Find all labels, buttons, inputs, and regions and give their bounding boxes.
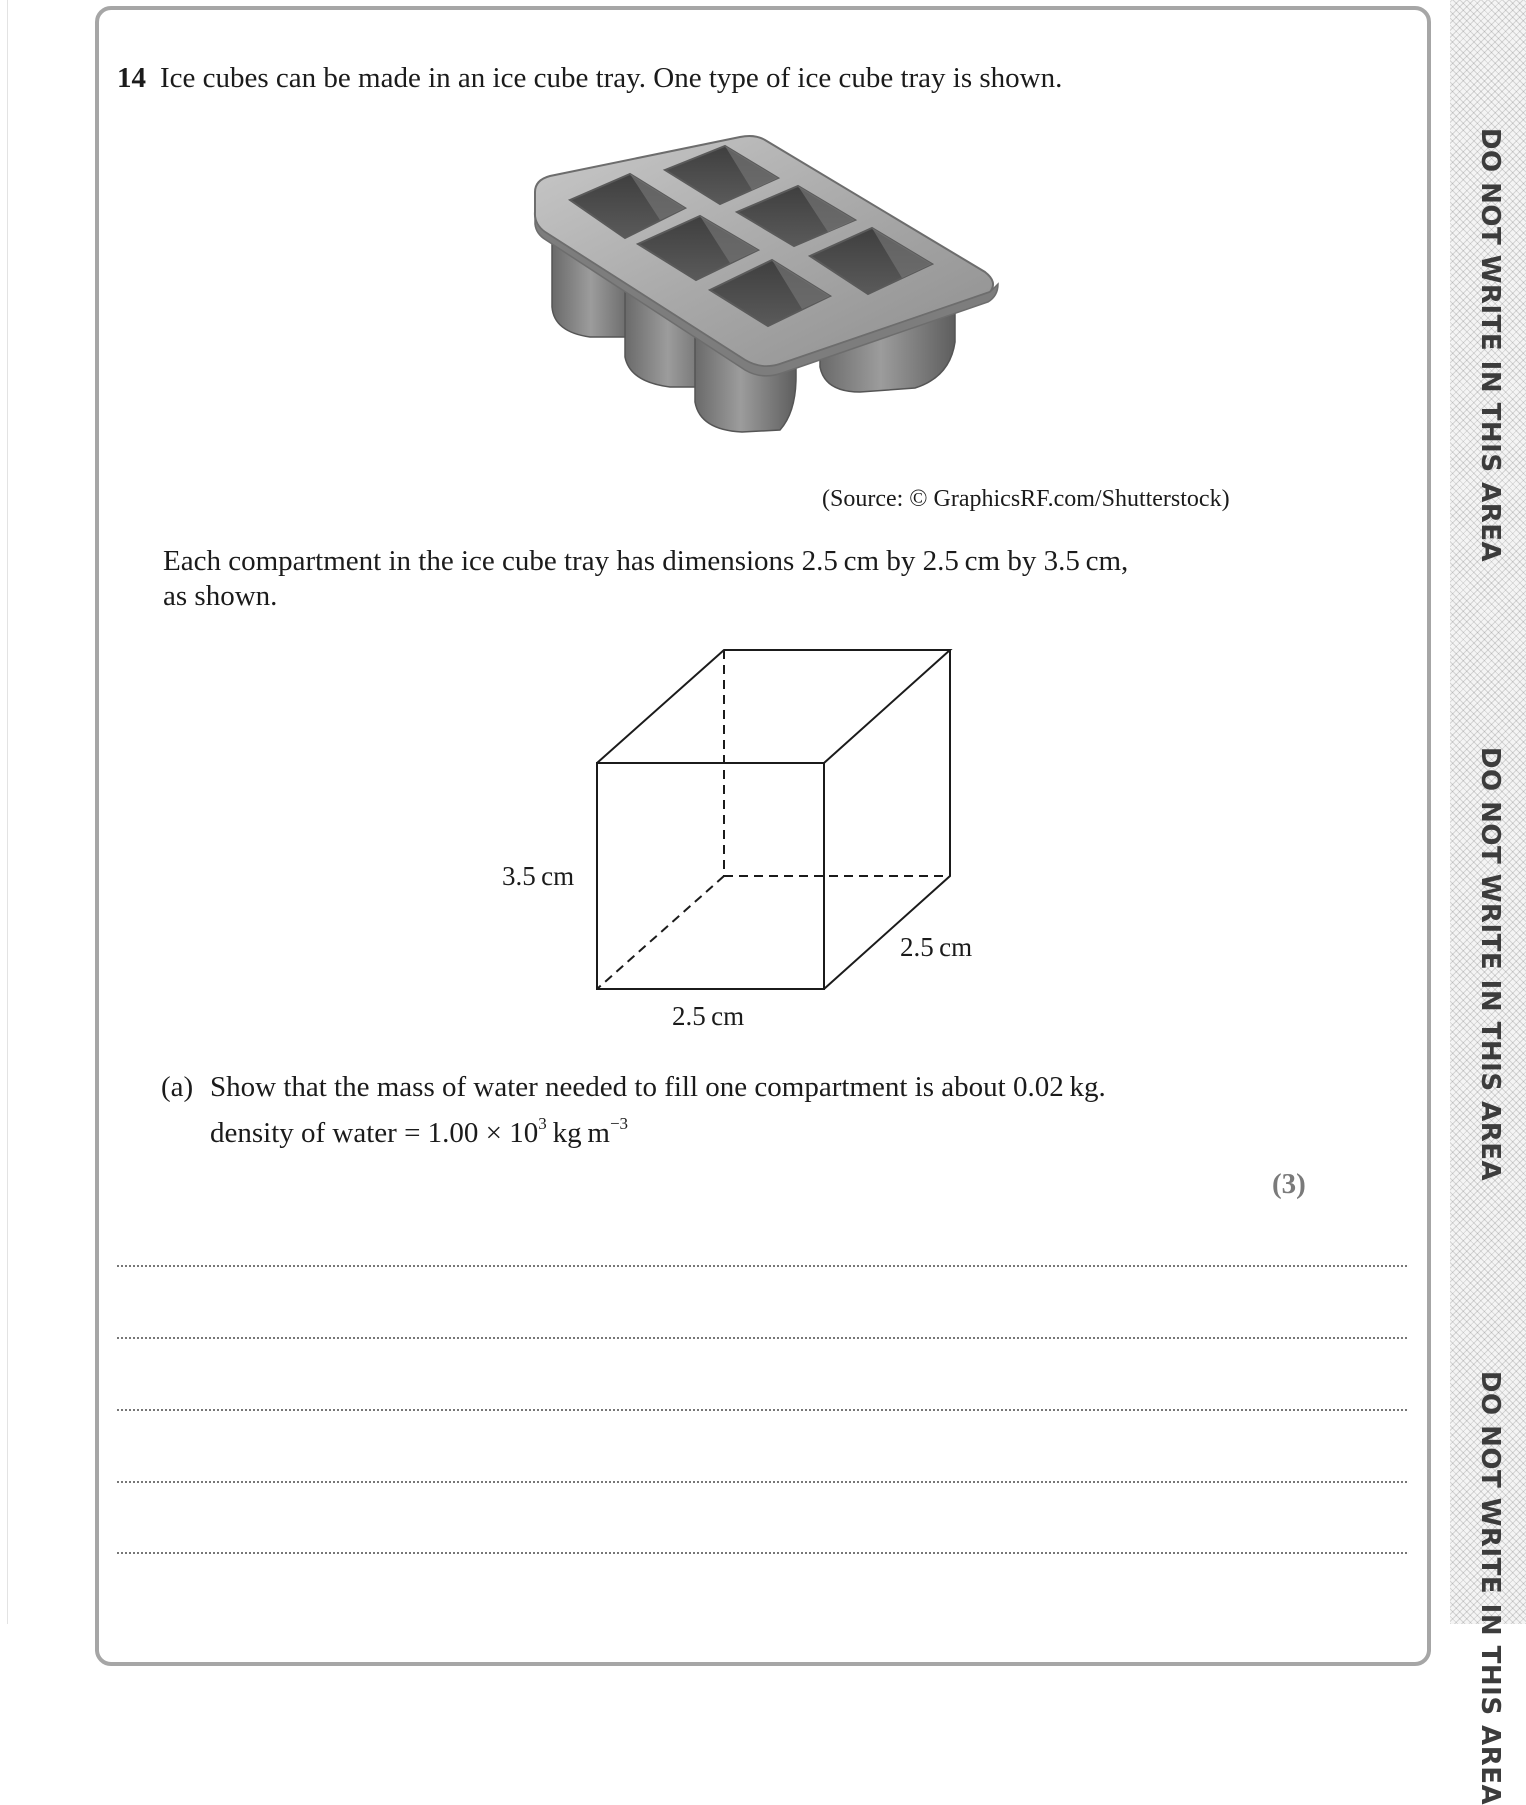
depth-label: 2.5 cm bbox=[900, 932, 973, 962]
density-of-water bbox=[210, 1114, 629, 1150]
question-intro bbox=[117, 62, 1062, 95]
page-edge bbox=[7, 0, 8, 1624]
width-label: 2.5 cm bbox=[672, 1001, 745, 1031]
height-label: 3.5 cm bbox=[502, 861, 575, 891]
part-a-text: Show that the mass of water needed to fill one compartment is about 0.02 kg. bbox=[210, 1071, 1106, 1103]
answer-line[interactable] bbox=[117, 1265, 1407, 1267]
answer-line[interactable] bbox=[117, 1481, 1407, 1483]
margin-warning-bottom: DO NOT WRITE IN THIS AREA bbox=[1475, 1370, 1505, 1805]
part-a-label: (a) bbox=[161, 1071, 194, 1103]
marks-indicator: (3) bbox=[1272, 1168, 1306, 1200]
dimensions-line-2: as shown. bbox=[163, 580, 278, 612]
margin-warning-top: DO NOT WRITE IN THIS AREA bbox=[1475, 127, 1505, 563]
image-source-credit: (Source: © GraphicsRF.com/Shutterstock) bbox=[822, 486, 1230, 512]
answer-line[interactable] bbox=[117, 1409, 1407, 1411]
cuboid-diagram bbox=[480, 630, 1000, 1050]
part-a-question bbox=[161, 1071, 1106, 1104]
dimensions-paragraph bbox=[163, 544, 1313, 614]
hidden-edge-depth bbox=[597, 876, 724, 989]
dimensions-line-1: Each compartment in the ice cube tray has dimensions 2.5 cm by 2.5 cm by 3.5 cm, bbox=[163, 545, 1129, 577]
margin-warning-middle: DO NOT WRITE IN THIS AREA bbox=[1475, 746, 1505, 1182]
ice-cube-tray-image bbox=[530, 132, 1010, 442]
answer-line[interactable] bbox=[117, 1552, 1407, 1554]
density-prefix: density of water = 1.00 × 10 bbox=[210, 1117, 539, 1149]
question-number: 14 bbox=[117, 62, 146, 94]
answer-line[interactable] bbox=[117, 1337, 1407, 1339]
density-exponent-2: −3 bbox=[609, 1114, 629, 1133]
top-face bbox=[597, 650, 950, 763]
question-text: Ice cubes can be made in an ice cube tray. One type of ice cube tray is shown. bbox=[160, 62, 1063, 94]
density-exponent-1: 3 bbox=[538, 1114, 547, 1133]
density-unit: kg m bbox=[546, 1117, 610, 1149]
